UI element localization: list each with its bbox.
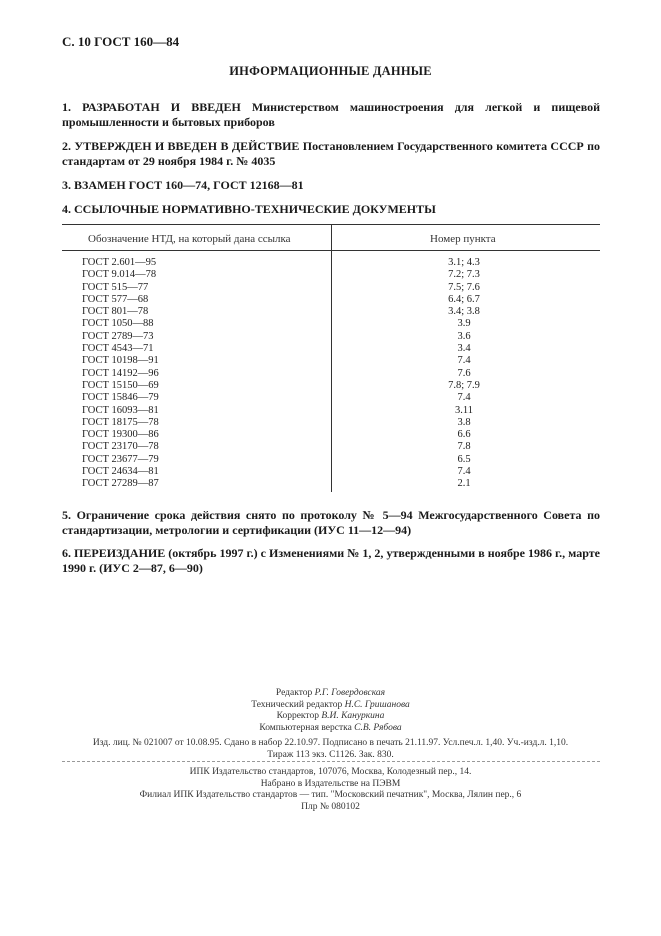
table-header-clause: Номер пункта: [430, 233, 496, 245]
item-number: 2.: [62, 139, 71, 153]
clause-number: 6.6: [457, 429, 471, 441]
item-bold-lead: УТВЕРЖДЕН И ВВЕДЕН В ДЕЙСТВИЕ: [74, 139, 300, 153]
clause-number: 7.8; 7.9: [448, 379, 480, 391]
clause-number: 6.5: [457, 453, 471, 465]
info-item-4: [62, 202, 600, 217]
table-row: [62, 392, 600, 404]
ntd-designation: ГОСТ 18175—78: [82, 416, 159, 428]
clause-number: 7.4: [457, 355, 471, 367]
clause-number: 2.1: [457, 478, 471, 490]
ntd-designation: ГОСТ 14192—96: [82, 367, 159, 379]
credit-name: В.И. Кануркина: [321, 711, 385, 721]
imprint-line: Набрано в Издательстве на ПЭВМ: [260, 778, 401, 789]
table-row: [62, 417, 600, 429]
info-item-2: [62, 139, 600, 169]
imprint-line: Филиал ИПК Издательство стандартов — тип. "Московский печатник", Москва, Лялин пер., 6: [139, 790, 522, 800]
info-item-3: [62, 178, 600, 193]
table-row: [62, 429, 600, 441]
publication-line: Тираж 113 экз. С1126. Зак. 830.: [267, 749, 394, 760]
credit-name: Н.С. Гришанова: [344, 699, 410, 710]
publication-line: Изд. лиц. № 021007 от 10.08.95. Сдано в набор 22.10.97. Подписано в печать 21.11.97. Усл.печ.л. 1,40. Уч.-изд.л. 1,10.: [92, 738, 569, 748]
ntd-designation: ГОСТ 23170—78: [82, 441, 159, 453]
item-text: Ограничение срока действия снято по протоколу № 5—94 Межгосударственного Совета по стандартизации, метрологии и сертификации (ИУС 11—12—94): [62, 508, 600, 537]
editorial-credits: [0, 688, 661, 734]
clause-number: 7.6: [457, 367, 471, 379]
ntd-designation: ГОСТ 2.601—95: [82, 257, 157, 268]
clause-number: 7.4: [457, 466, 471, 478]
credit-line: [0, 711, 661, 723]
item-text: Министерством машиностроения для легкой и пищевой промышленности и бытовых приборов: [62, 100, 601, 129]
item-number: 3.: [62, 178, 71, 192]
ntd-designation: ГОСТ 515—77: [82, 281, 149, 293]
ntd-designation: ГОСТ 24634—81: [82, 466, 159, 478]
table-row: [62, 306, 600, 318]
clause-number: 7.4: [457, 392, 471, 404]
clause-number: 6.4; 6.7: [448, 293, 480, 305]
page-header: С. 10 ГОСТ 160—84: [62, 34, 180, 49]
ntd-designation: ГОСТ 1050—88: [82, 318, 154, 330]
table-row: [62, 318, 600, 330]
imprint-line: Плр № 080102: [301, 801, 360, 812]
table-row: [62, 441, 600, 453]
info-item-1: [62, 100, 600, 130]
table-row: [62, 331, 600, 343]
item-number: 6.: [62, 546, 71, 560]
clause-number: 3.4; 3.8: [448, 306, 480, 318]
credit-role: Технический редактор: [251, 699, 343, 710]
table-row: [62, 269, 600, 281]
table-row: [62, 368, 600, 380]
clause-number: 7.5; 7.6: [448, 281, 480, 293]
clause-number: 7.2; 7.3: [448, 269, 480, 281]
table-row: [62, 405, 600, 417]
credit-role: Компьютерная верстка: [259, 722, 352, 733]
credit-line: [0, 723, 661, 735]
ntd-designation: ГОСТ 10198—91: [82, 355, 159, 367]
ntd-designation: ГОСТ 19300—86: [82, 429, 159, 441]
table-row: [62, 466, 600, 478]
ntd-designation: ГОСТ 2789—73: [82, 330, 154, 342]
ntd-designation: ГОСТ 9.014—78: [82, 269, 157, 281]
clause-number: 3.4: [457, 343, 471, 355]
credit-name: Р.Г. Говердовская: [314, 688, 386, 698]
ntd-designation: ГОСТ 15846—79: [82, 392, 159, 404]
clause-number: 3.1; 4.3: [448, 257, 480, 268]
item-number: 1.: [62, 100, 71, 114]
info-item-5: [62, 508, 600, 538]
clause-number: 7.8: [457, 441, 471, 453]
table-header-designation: Обозначение НТД, на который дана ссылка: [88, 233, 291, 245]
item-text: ВЗАМЕН ГОСТ 160—74, ГОСТ 12168—81: [74, 178, 304, 192]
credit-role: Редактор: [275, 688, 313, 698]
item-text: ССЫЛОЧНЫЕ НОРМАТИВНО-ТЕХНИЧЕСКИЕ ДОКУМЕНТЫ: [74, 202, 436, 216]
clause-number: 3.8: [457, 416, 471, 428]
credit-line: [0, 688, 661, 700]
table-row: [62, 478, 600, 490]
publication-details: [0, 738, 661, 761]
ntd-designation: ГОСТ 801—78: [82, 306, 149, 318]
table-row: [62, 355, 600, 367]
ntd-designation: ГОСТ 15150—69: [82, 379, 159, 391]
printing-imprint: [0, 767, 661, 813]
table-row: [62, 294, 600, 306]
table-row: [62, 343, 600, 355]
item-number: 5.: [62, 508, 71, 522]
ntd-designation: ГОСТ 16093—81: [82, 404, 159, 416]
table-row: [62, 282, 600, 294]
ntd-designation: ГОСТ 23677—79: [82, 453, 159, 465]
clause-number: 3.9: [457, 318, 471, 330]
ntd-designation: ГОСТ 4543—71: [82, 343, 154, 355]
imprint-line: ИПК Издательство стандартов, 107076, Москва, Колодезный пер., 14.: [189, 767, 472, 777]
clause-number: 3.11: [455, 404, 473, 416]
clause-number: 3.6: [457, 330, 471, 342]
item-text: Постановлением Государственного комитета СССР по стандартам от 29 ноября 1984 г. № 4035: [62, 139, 601, 168]
imprint-separator: [62, 761, 600, 762]
item-number: 4.: [62, 202, 71, 216]
ntd-designation: ГОСТ 27289—87: [82, 478, 159, 490]
ntd-designation: ГОСТ 577—68: [82, 293, 149, 305]
credit-role: Корректор: [276, 711, 319, 721]
table-body: [62, 257, 600, 491]
credit-line: [0, 700, 661, 712]
table-row: [62, 454, 600, 466]
table-row: [62, 257, 600, 269]
credit-name: С.В. Рябова: [354, 722, 402, 733]
page-title: ИНФОРМАЦИОННЫЕ ДАННЫЕ: [229, 64, 432, 78]
table-row: [62, 380, 600, 392]
item-bold-lead: РАЗРАБОТАН И ВВЕДЕН: [82, 100, 241, 114]
item-text: ПЕРЕИЗДАНИЕ (октябрь 1997 г.) с Изменениями № 1, 2, утвержденными в ноябре 1986 г., марте 1990 г. (ИУС 2—87, 6—90): [62, 546, 601, 575]
info-item-6: [62, 546, 600, 576]
